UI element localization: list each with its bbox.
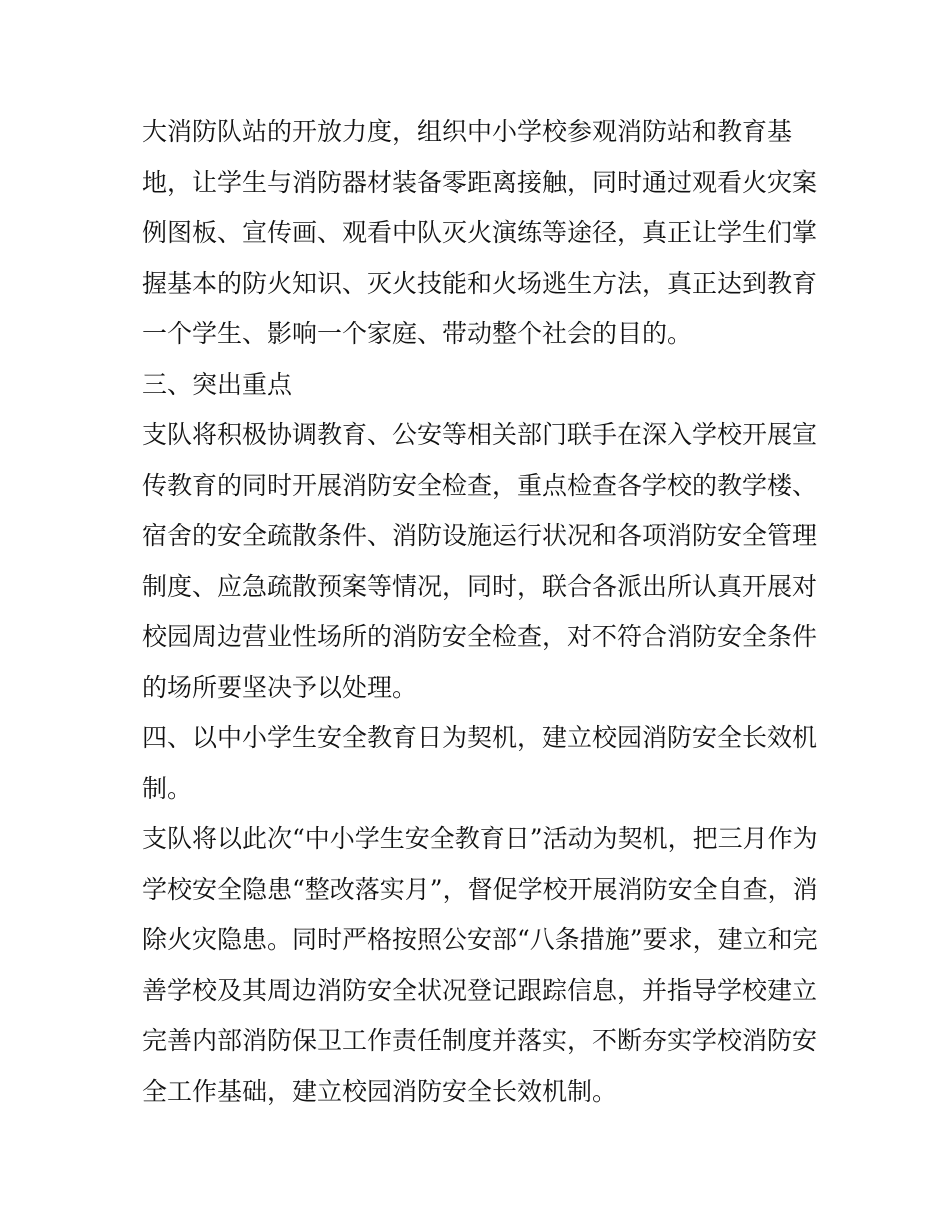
text-line: 制度、应急疏散预案等情况，同时，联合各派出所认真开展对 bbox=[142, 571, 818, 601]
text-line: 除火灾隐患。同时严格按照公安部“八条措施”要求，建立和完 bbox=[142, 925, 818, 954]
section-heading-4: 四、以中小学生安全教育日为契机，建立校园消防安全长效机 bbox=[142, 723, 818, 752]
document-body bbox=[142, 107, 818, 1117]
text-line: 校园周边营业性场所的消防安全检查，对不符合消防安全条件 bbox=[142, 622, 818, 651]
text-line: 传教育的同时开展消防安全检查，重点检查各学校的教学楼、 bbox=[142, 470, 818, 500]
text-line: 善学校及其周边消防安全状况登记跟踪信息，并指导学校建立 bbox=[142, 975, 818, 1005]
text-line: 一个学生、影响一个家庭、带动整个社会的目的。 bbox=[142, 319, 693, 348]
text-line: 宿舍的安全疏散条件、消防设施运行状况和各项消防安全管理 bbox=[142, 521, 818, 550]
text-line: 的场所要坚决予以处理。 bbox=[142, 672, 418, 702]
text-line: 支队将以此次“中小学生安全教育日”活动为契机，把三月作为 bbox=[142, 824, 818, 853]
section-heading-4-continued: 制。 bbox=[142, 773, 193, 803]
text-line: 学校安全隐患“整改落实月”，督促学校开展消防安全自查，消 bbox=[142, 874, 818, 904]
text-line: 全工作基础，建立校园消防安全长效机制。 bbox=[142, 1076, 618, 1106]
text-line: 握基本的防火知识、灭火技能和火场逃生方法，真正达到教育 bbox=[142, 268, 818, 298]
text-line: 大消防队站的开放力度，组织中小学校参观消防站和教育基 bbox=[142, 117, 793, 146]
text-line: 例图板、宣传画、观看中队灭火演练等途径，真正让学生们掌 bbox=[142, 218, 818, 247]
text-line: 地，让学生与消防器材装备零距离接触，同时通过观看火灾案 bbox=[142, 167, 818, 197]
text-line: 支队将积极协调教育、公安等相关部门联手在深入学校开展宣 bbox=[142, 420, 818, 449]
section-heading-3: 三、突出重点 bbox=[142, 369, 293, 399]
text-line: 完善内部消防保卫工作责任制度并落实，不断夯实学校消防安 bbox=[142, 1026, 818, 1055]
